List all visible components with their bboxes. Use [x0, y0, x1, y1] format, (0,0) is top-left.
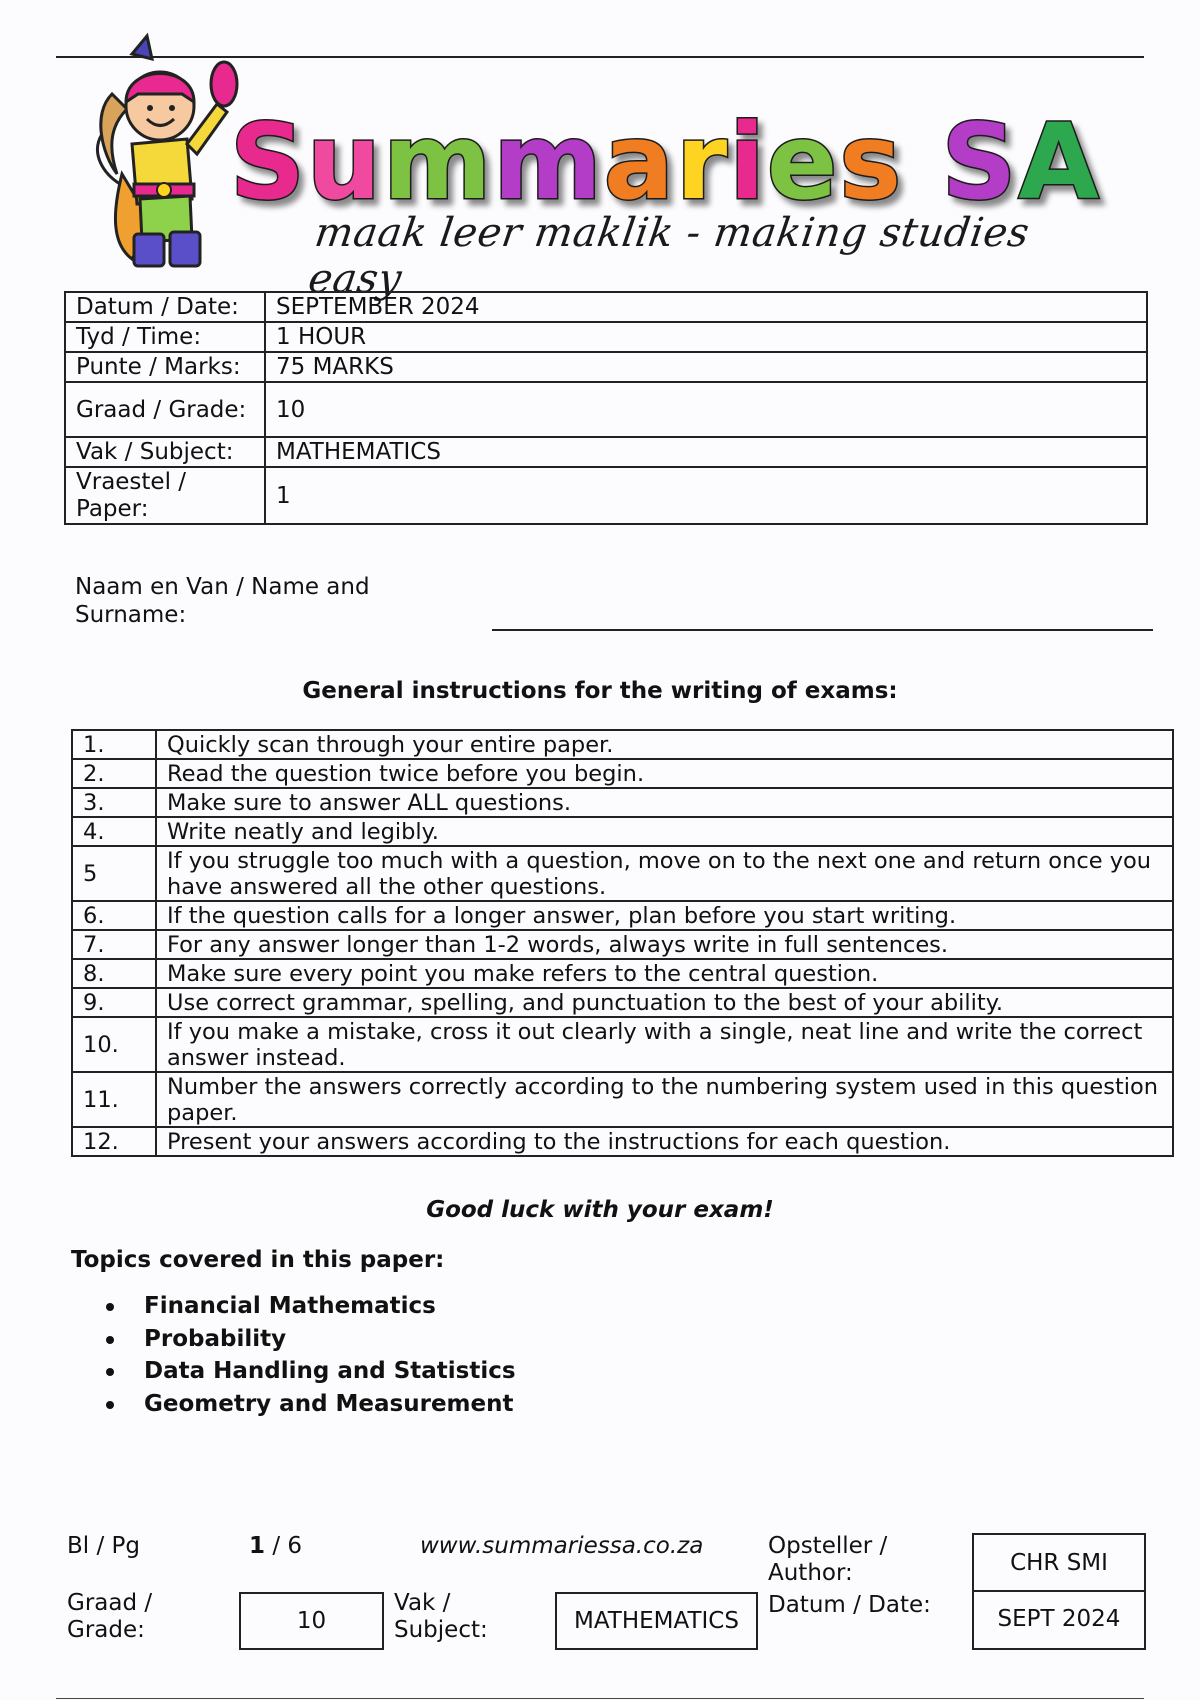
instruction-row: [72, 846, 1173, 901]
instruction-text: Read the question twice before you begin.: [156, 759, 1173, 788]
footer-author-value: CHR SMI: [972, 1533, 1146, 1592]
info-row: [65, 437, 1147, 467]
topic-item: Geometry and Measurement: [103, 1388, 516, 1421]
topic-item: Financial Mathematics: [103, 1290, 516, 1323]
instruction-text: Make sure every point you make refers to the central question.: [156, 959, 1173, 988]
instruction-text: For any answer longer than 1-2 words, always write in full sentences.: [156, 930, 1173, 959]
name-surname-input-line[interactable]: [492, 629, 1153, 631]
instruction-number: 2.: [72, 759, 156, 788]
topic-item: Probability: [103, 1323, 516, 1356]
instruction-row: [72, 930, 1173, 959]
info-value: 10: [265, 382, 1147, 437]
footer-rule: [56, 1698, 1144, 1699]
info-label: Datum / Date:: [65, 292, 265, 322]
instructions-table: [71, 729, 1174, 1157]
footer-website[interactable]: www.summariessa.co.za: [420, 1533, 704, 1559]
instruction-text: Present your answers according to the instructions for each question.: [156, 1127, 1173, 1156]
footer-grade-label: Graad / Grade:: [67, 1590, 153, 1643]
footer-subject-value: MATHEMATICS: [555, 1592, 758, 1650]
info-label: Vraestel / Paper:: [65, 467, 265, 524]
page-current: 1: [249, 1533, 266, 1559]
instruction-row: [72, 901, 1173, 930]
instruction-row: [72, 1072, 1173, 1127]
good-luck-message: Good luck with your exam!: [426, 1197, 774, 1223]
info-value: 1 HOUR: [265, 322, 1147, 352]
instruction-row: [72, 788, 1173, 817]
instruction-row: [72, 1127, 1173, 1156]
instruction-row: [72, 1017, 1173, 1072]
footer-subject-label: Vak / Subject:: [394, 1590, 488, 1643]
instruction-row: [72, 817, 1173, 846]
instruction-text: If you make a mistake, cross it out clearly with a single, neat line and write the correct answer instead.: [156, 1017, 1173, 1072]
topics-heading: Topics covered in this paper:: [71, 1247, 445, 1273]
footer-date-label: Datum / Date:: [768, 1592, 931, 1618]
exam-info-table: [64, 291, 1148, 525]
footer-page-label: Bl / Pg: [67, 1533, 141, 1559]
instruction-number: 6.: [72, 901, 156, 930]
svg-text:Summaries SA: Summaries SA: [230, 101, 1101, 220]
instruction-text: Write neatly and legibly.: [156, 817, 1173, 846]
info-value: MATHEMATICS: [265, 437, 1147, 467]
instruction-row: [72, 959, 1173, 988]
page-total: 6: [287, 1533, 303, 1559]
instruction-number: 9.: [72, 988, 156, 1017]
info-label: Punte / Marks:: [65, 352, 265, 382]
mascot-illustration: [92, 24, 252, 274]
instruction-number: 3.: [72, 788, 156, 817]
instruction-number: 12.: [72, 1127, 156, 1156]
instruction-row: [72, 988, 1173, 1017]
info-value: 1: [265, 467, 1147, 524]
instruction-row: [72, 730, 1173, 759]
instructions-heading: General instructions for the writing of exams:: [302, 678, 898, 704]
instruction-number: 5: [72, 846, 156, 901]
instruction-number: 1.: [72, 730, 156, 759]
info-label: Graad / Grade:: [65, 382, 265, 437]
info-label: Vak / Subject:: [65, 437, 265, 467]
footer-page-number: 1 / 6: [249, 1533, 303, 1559]
instruction-text: Make sure to answer ALL questions.: [156, 788, 1173, 817]
topic-item: Data Handling and Statistics: [103, 1355, 516, 1388]
topics-list: [103, 1290, 516, 1420]
instruction-text: Use correct grammar, spelling, and punctuation to the best of your ability.: [156, 988, 1173, 1017]
info-row: [65, 292, 1147, 322]
instruction-text: If you struggle too much with a question, move on to the next one and return once you have answered all the other questions.: [156, 846, 1173, 901]
footer-date-value: SEPT 2024: [972, 1590, 1146, 1650]
tagline: maak leer maklik - making studies easy: [305, 210, 1033, 302]
instruction-text: Quickly scan through your entire paper.: [156, 730, 1173, 759]
info-row: [65, 467, 1147, 524]
info-value: SEPTEMBER 2024: [265, 292, 1147, 322]
brand-logo: [230, 100, 1130, 220]
info-value: 75 MARKS: [265, 352, 1147, 382]
instruction-text: Number the answers correctly according to the numbering system used in this question paper.: [156, 1072, 1173, 1127]
instruction-number: 10.: [72, 1017, 156, 1072]
info-row: [65, 322, 1147, 352]
instruction-number: 7.: [72, 930, 156, 959]
info-label: Tyd / Time:: [65, 322, 265, 352]
footer-author-label: Opsteller / Author:: [768, 1533, 888, 1586]
instruction-row: [72, 759, 1173, 788]
instruction-number: 4.: [72, 817, 156, 846]
instruction-text: If the question calls for a longer answer, plan before you start writing.: [156, 901, 1173, 930]
info-row: [65, 352, 1147, 382]
instruction-number: 11.: [72, 1072, 156, 1127]
info-row: [65, 382, 1147, 437]
footer-grade-value: 10: [239, 1592, 384, 1650]
name-surname-label: Naam en Van / Name and Surname:: [75, 574, 370, 628]
instruction-number: 8.: [72, 959, 156, 988]
